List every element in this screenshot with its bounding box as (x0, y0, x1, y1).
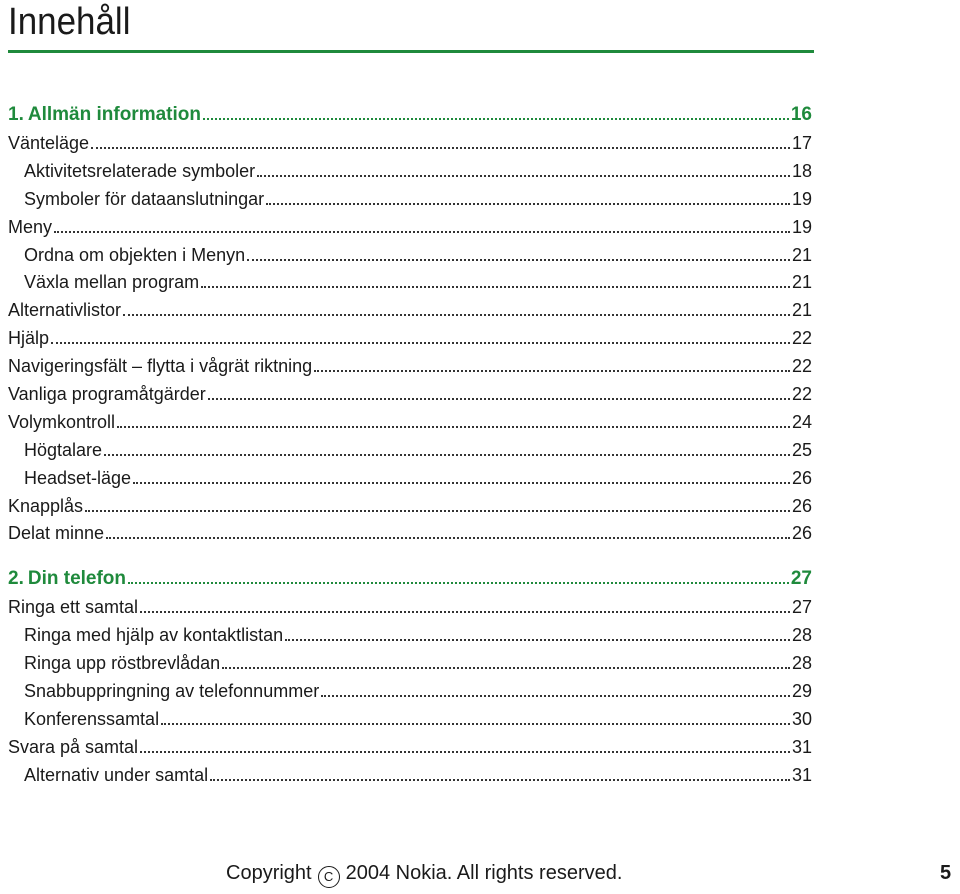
toc-entry[interactable] (8, 706, 812, 734)
page-number: 16 (790, 104, 812, 125)
dot-leader (285, 639, 790, 641)
entry-label: Ordna om objekten i Menyn (24, 244, 246, 265)
chapter-number: 1. (8, 104, 24, 125)
toc-entry[interactable] (8, 493, 812, 521)
entry-label: Alternativ under samtal (24, 764, 209, 785)
toc-entry[interactable] (8, 214, 812, 242)
toc-entry[interactable] (8, 158, 812, 186)
toc-entry[interactable] (8, 353, 812, 381)
dot-leader (51, 342, 790, 344)
entry-label: Ringa med hjälp av kontaktlistan (24, 625, 284, 646)
page-number: 17 (791, 133, 812, 153)
entry-label: Volymkontroll (8, 411, 116, 432)
page-number: 30 (791, 708, 812, 729)
dot-leader (161, 723, 790, 725)
toc-entry[interactable] (8, 734, 812, 762)
entry-label: Svara på samtal (8, 736, 139, 757)
page-number: 26 (791, 467, 812, 488)
page-number: 21 (791, 272, 812, 293)
entry-label: Meny (8, 216, 53, 237)
page-number: 22 (791, 328, 812, 349)
toc-entry[interactable] (8, 242, 812, 270)
entry-label: Ringa ett samtal (8, 597, 139, 618)
entry-label: Växla mellan program (24, 272, 200, 293)
dot-leader (104, 454, 790, 456)
dot-leader (91, 147, 790, 149)
entry-label: Navigeringsfält – flytta i vågrät riktning (8, 356, 313, 377)
copyright-notice (226, 862, 622, 888)
dot-leader (314, 370, 790, 372)
dot-leader (210, 779, 790, 781)
entry-label: Alternativlistor (8, 300, 122, 321)
chapter-number: 2. (8, 568, 24, 590)
toc-chapter-1[interactable] (8, 100, 812, 130)
page-title: Innehåll (8, 1, 131, 43)
toc-entry[interactable] (8, 520, 812, 548)
dot-leader (222, 667, 790, 669)
page-number: 21 (791, 244, 812, 265)
dot-leader (117, 426, 790, 428)
copyright-holder: 2004 Nokia. All rights reserved. (345, 862, 623, 884)
toc-entry[interactable] (8, 762, 812, 790)
entry-label: Konferenssamtal (24, 708, 160, 729)
dot-leader (266, 203, 790, 205)
dot-leader (208, 398, 790, 400)
page-number: 31 (791, 736, 812, 757)
dot-leader (140, 611, 790, 613)
toc-entry[interactable] (8, 409, 812, 437)
page-number: 18 (791, 160, 812, 181)
table-of-contents (8, 100, 812, 790)
page-number: 22 (791, 356, 812, 377)
page-number: 29 (791, 681, 812, 702)
dot-leader (54, 231, 790, 233)
footer-page-number: 5 (940, 862, 952, 884)
entry-label: Symboler för dataanslutningar (24, 188, 265, 209)
chapter-title: Allmän information (27, 104, 201, 125)
page-number: 31 (791, 764, 812, 785)
page-number: 19 (791, 188, 812, 209)
dot-leader (133, 482, 790, 484)
entry-label: Headset-läge (24, 467, 132, 488)
entry-label: Aktivitetsrelaterade symboler (24, 160, 256, 181)
dot-leader (247, 259, 790, 261)
page-number: 28 (791, 653, 812, 674)
dot-leader (203, 118, 789, 120)
entry-label: Hjälp (8, 328, 50, 349)
page-number: 25 (791, 439, 812, 460)
chapter-title: Din telefon (27, 568, 127, 590)
title-rule (8, 50, 814, 53)
entry-label: Vänteläge (8, 133, 90, 153)
toc-entry[interactable] (8, 297, 812, 325)
entry-label: Snabbuppringning av telefonnummer (24, 681, 320, 702)
dot-leader (257, 175, 790, 177)
page-number: 26 (791, 523, 812, 544)
dot-leader (321, 695, 790, 697)
toc-entry[interactable] (8, 465, 812, 493)
page-number: 24 (791, 411, 812, 432)
page-number: 22 (791, 384, 812, 405)
dot-leader (201, 286, 790, 288)
copyright-icon: C (318, 866, 340, 888)
dot-leader (128, 582, 789, 584)
toc-entry[interactable] (8, 381, 812, 409)
entry-label: Vanliga programåtgärder (8, 384, 206, 405)
page-number: 19 (791, 216, 812, 237)
page-number: 27 (790, 568, 812, 590)
dot-leader (140, 751, 790, 753)
toc-entry[interactable] (8, 186, 812, 214)
copyright-text: Copyright (226, 862, 312, 884)
toc-entry[interactable] (8, 130, 812, 158)
toc-entry[interactable] (8, 650, 812, 678)
entry-label: Delat minne (8, 523, 105, 544)
entry-label: Ringa upp röstbrevlådan (24, 653, 221, 674)
toc-entry[interactable] (8, 269, 812, 297)
toc-entry[interactable] (8, 622, 812, 650)
page-number: 26 (791, 495, 812, 516)
toc-entry[interactable] (8, 437, 812, 465)
dot-leader (123, 314, 790, 316)
toc-entry[interactable] (8, 594, 812, 622)
entry-label: Högtalare (24, 439, 103, 460)
toc-entry[interactable] (8, 678, 812, 706)
page-footer (0, 862, 960, 894)
page-number: 27 (791, 597, 812, 618)
dot-leader (85, 510, 790, 512)
dot-leader (106, 537, 790, 539)
toc-entry[interactable] (8, 325, 812, 353)
page-number: 28 (791, 625, 812, 646)
toc-chapter-2[interactable] (8, 564, 812, 594)
entry-label: Knapplås (8, 495, 84, 516)
page-number: 21 (791, 300, 812, 321)
